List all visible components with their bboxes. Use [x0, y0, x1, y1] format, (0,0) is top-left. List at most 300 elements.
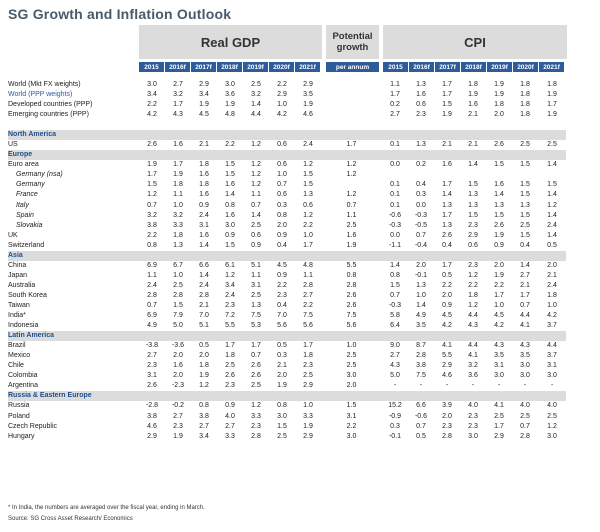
cpi-cell: -0.6	[414, 412, 428, 420]
cpi-cell: 0.2	[390, 101, 400, 109]
gdp-cell: 2.6	[225, 372, 235, 380]
gdp-cell: 1.4	[251, 101, 261, 109]
gdp-cell: 3.4	[225, 281, 235, 289]
cpi-cell: 0.9	[494, 241, 504, 249]
cpi-cell: 2.5	[547, 412, 557, 420]
gdp-cell: 1.5	[225, 171, 235, 179]
cpi-cell: 1.0	[494, 302, 504, 309]
gdp-cell: 0.8	[199, 402, 209, 410]
gdp-cell: 1.7	[303, 342, 313, 350]
row-label: Brazil	[8, 342, 26, 350]
cpi-cell: -0.3	[388, 302, 402, 309]
gdp-cell: 3.2	[147, 211, 157, 219]
cpi-cell: 2.0	[442, 412, 452, 420]
potential-cell: 2.5	[346, 221, 357, 229]
cpi-cell: 2.6	[494, 141, 504, 149]
gdp-cell: 1.5	[303, 171, 313, 179]
potential-header-line1: Potential	[332, 31, 373, 42]
row-label: Euro area	[8, 161, 39, 169]
gdp-cell: 6.6	[199, 261, 209, 269]
cpi-cell: 3.5	[494, 352, 504, 360]
potential-cell: 0.8	[346, 271, 357, 279]
gdp-cell: 1.2	[147, 191, 157, 199]
gdp-cell: 2.5	[251, 291, 261, 299]
gdp-cell: 0.9	[225, 231, 235, 239]
cpi-cell: 4.2	[494, 322, 504, 330]
potential-cell: 2.6	[346, 291, 357, 299]
cpi-cell: 2.6	[442, 231, 452, 239]
gdp-cell: 1.0	[173, 271, 183, 279]
spacer-cell	[8, 120, 566, 130]
gdp-cell: 1.9	[303, 101, 313, 109]
cpi-cell: 3.7	[547, 352, 557, 360]
cpi-cell: 1.3	[416, 141, 426, 149]
potential-cell: 0.7	[346, 201, 357, 209]
cpi-cell: 1.8	[520, 91, 530, 99]
gdp-cell: -0.2	[171, 402, 185, 410]
gdp-cell: 2.1	[199, 302, 209, 309]
cpi-cell: 3.0	[494, 372, 504, 380]
cpi-cell: 1.9	[547, 111, 557, 119]
gdp-cell: 1.7	[173, 161, 183, 169]
cpi-cell: 2.5	[547, 141, 557, 149]
gdp-cell: 2.7	[303, 291, 313, 299]
table-row	[8, 301, 566, 311]
cpi-cell: 1.5	[468, 181, 478, 189]
row-label: Australia	[8, 281, 36, 289]
gdp-cell: 4.6	[147, 422, 157, 430]
gdp-cell: 1.3	[303, 191, 313, 199]
group-label: Russia & Eastern Europe	[8, 391, 566, 401]
gdp-cell: 0.6	[303, 201, 313, 209]
cpi-cell: 4.4	[520, 312, 530, 320]
cpi-cell: 3.5	[416, 322, 426, 330]
cpi-cell: 2.8	[520, 432, 530, 440]
row-label: Germany (nsa)	[16, 171, 63, 179]
gdp-cell: 1.2	[303, 161, 313, 169]
gdp-cell: 2.6	[251, 362, 261, 370]
gdp-cell: 2.5	[303, 372, 313, 380]
gdp-cell: 0.9	[277, 271, 287, 279]
gdp-cell: 1.0	[303, 231, 313, 239]
cpi-cell	[434, 170, 460, 180]
gdp-cell: 3.1	[147, 372, 157, 380]
cpi-cell: 1.5	[520, 181, 530, 189]
cpi-cell: 1.3	[442, 201, 452, 209]
gdp-cell: 3.4	[199, 432, 209, 440]
gdp-cell: 2.0	[277, 372, 287, 380]
gdp-cell: 2.6	[147, 141, 157, 149]
potential-cell: 5.6	[346, 322, 357, 330]
potential-cell: 1.5	[346, 402, 357, 410]
row-label: Japan	[8, 271, 28, 279]
gdp-cell: 2.4	[199, 281, 209, 289]
table-row	[8, 401, 566, 411]
gdp-cell: 3.0	[147, 81, 157, 89]
cpi-cell: 3.0	[520, 372, 530, 380]
gdp-cell: 5.0	[173, 322, 183, 330]
gdp-cell: 1.7	[225, 342, 235, 350]
potential-cell: 2.0	[346, 382, 357, 390]
gdp-cell: 3.2	[173, 91, 183, 99]
gdp-cell: 0.8	[277, 211, 287, 219]
gdp-cell: 1.9	[199, 101, 209, 109]
cpi-cell: 2.9	[468, 231, 478, 239]
cpi-cell: 4.6	[442, 372, 452, 380]
gdp-cell: 2.5	[251, 382, 261, 390]
cpi-cell: 1.2	[547, 201, 557, 209]
gdp-cell: 2.2	[303, 221, 313, 229]
group-header-row	[8, 150, 566, 160]
gdp-cell: 2.9	[303, 382, 313, 390]
gdp-cell: 3.3	[225, 432, 235, 440]
cpi-cell: 0.1	[390, 141, 400, 149]
cpi-cell: 6.6	[416, 402, 426, 410]
gdp-cell: -2.8	[145, 402, 159, 410]
gdp-cell: 2.7	[147, 352, 157, 360]
gdp-cell: 1.0	[277, 101, 287, 109]
cpi-cell: 0.7	[390, 291, 400, 299]
table-row	[8, 371, 566, 381]
cpi-cell: 2.2	[468, 281, 478, 289]
cpi-cell: 3.5	[520, 352, 530, 360]
cpi-cell: 1.7	[494, 422, 504, 430]
gdp-cell: 1.1	[147, 271, 157, 279]
cpi-cell: 1.5	[547, 181, 557, 189]
row-label: World (PPP weights)	[8, 91, 73, 99]
cpi-cell: 0.1	[390, 181, 400, 189]
cpi-cell: 1.3	[442, 221, 452, 229]
gdp-cell: 2.2	[147, 231, 157, 239]
cpi-cell: 4.5	[442, 312, 452, 320]
row-label: Poland	[8, 412, 30, 420]
cpi-cell: 1.4	[468, 161, 478, 169]
gdp-cell: 1.2	[225, 271, 235, 279]
gdp-cell: 6.1	[225, 261, 235, 269]
potential-cell: 1.0	[346, 342, 357, 350]
cpi-cell: 2.6	[494, 221, 504, 229]
gdp-cell: 0.8	[147, 241, 157, 249]
cpi-cell: 1.3	[468, 201, 478, 209]
gdp-cell: 1.8	[225, 352, 235, 360]
cpi-cell: 3.7	[547, 322, 557, 330]
gdp-cell: 0.7	[147, 302, 157, 309]
gdp-cell: 7.9	[173, 312, 183, 320]
gdp-cell: 0.5	[277, 342, 287, 350]
spacer-row	[8, 120, 566, 130]
gdp-cell: 1.3	[251, 302, 261, 309]
table-row	[8, 241, 566, 251]
gdp-cell: 0.4	[277, 241, 287, 249]
gdp-cell: 2.8	[251, 432, 261, 440]
potential-cell: 2.5	[346, 362, 357, 370]
gdp-cell: 1.2	[251, 141, 261, 149]
gdp-cell: 6.9	[147, 261, 157, 269]
gdp-cell: 7.5	[251, 312, 261, 320]
gdp-cell: 2.8	[199, 291, 209, 299]
table-row	[8, 231, 566, 241]
cpi-cell: 2.1	[520, 281, 530, 289]
gdp-cell: 3.8	[199, 412, 209, 420]
gdp-cell: 2.0	[277, 221, 287, 229]
cpi-cell: 2.9	[442, 362, 452, 370]
row-label: Russia	[8, 402, 30, 410]
cpi-cell: 1.3	[416, 281, 426, 289]
outlook-table	[8, 80, 566, 442]
gdp-year-1: 2016f	[165, 62, 190, 72]
gdp-cell: 2.8	[303, 281, 313, 289]
cpi-cell: 0.9	[442, 302, 452, 309]
cpi-cell: 0.0	[416, 201, 426, 209]
cpi-cell: 1.9	[494, 231, 504, 239]
page-title: SG Growth and Inflation Outlook	[8, 6, 232, 22]
row-label: Czech Republic	[8, 422, 58, 430]
group-label: Europe	[8, 150, 566, 160]
gdp-cell: -3.8	[145, 342, 159, 350]
gdp-cell: 1.5	[277, 422, 287, 430]
cpi-cell: 0.3	[390, 422, 400, 430]
cpi-cell: -0.6	[388, 211, 402, 219]
row-label: Slovakia	[16, 221, 43, 229]
gdp-cell: 3.4	[147, 91, 157, 99]
gdp-cell: 2.7	[199, 422, 209, 430]
cpi-cell: 4.3	[494, 342, 504, 350]
gdp-cell: 1.4	[251, 211, 261, 219]
gdp-cell: 0.6	[251, 231, 261, 239]
cpi-cell: 1.5	[390, 281, 400, 289]
gdp-year-3: 2018f	[217, 62, 242, 72]
cpi-cell: 1.1	[390, 81, 400, 89]
row-label: Switzerland	[8, 241, 45, 249]
cpi-cell: 2.4	[547, 281, 557, 289]
gdp-cell: 2.5	[251, 81, 261, 89]
potential-cell: 7.5	[346, 312, 357, 320]
row-label: Hungary	[8, 432, 35, 440]
gdp-cell: 1.6	[199, 191, 209, 199]
gdp-cell: 1.7	[147, 171, 157, 179]
cpi-cell: 0.7	[520, 302, 530, 309]
gdp-cell: 3.2	[251, 91, 261, 99]
cpi-cell: 1.8	[468, 81, 478, 89]
cpi-cell: 2.7	[520, 271, 530, 279]
cpi-cell	[512, 170, 538, 180]
cpi-cell: 0.6	[416, 101, 426, 109]
potential-cell: 1.7	[346, 141, 357, 149]
gdp-cell: 2.4	[199, 211, 209, 219]
row-label: Germany	[16, 181, 45, 189]
table-row	[8, 281, 566, 291]
gdp-cell: 4.9	[147, 322, 157, 330]
gdp-cell: 0.3	[277, 201, 287, 209]
gdp-cell: 2.0	[173, 352, 183, 360]
cpi-cell: 1.4	[547, 161, 557, 169]
table-row	[8, 201, 566, 211]
gdp-cell: 4.6	[303, 111, 313, 119]
footnote: * In India, the numbers are averaged over the fiscal year, ending in March.	[8, 505, 205, 511]
cpi-cell: -0.3	[414, 211, 428, 219]
cpi-cell: 2.5	[520, 141, 530, 149]
cpi-cell: 15.2	[388, 402, 402, 410]
cpi-cell: 1.4	[494, 191, 504, 199]
gdp-cell: 1.4	[199, 271, 209, 279]
gdp-cell: 0.6	[277, 191, 287, 199]
table-row	[8, 190, 566, 200]
cpi-cell: -0.1	[414, 271, 428, 279]
table-row	[8, 361, 566, 371]
cpi-cell: 0.4	[416, 181, 426, 189]
table-row	[8, 110, 566, 120]
cpi-year-5: 2020f	[513, 62, 538, 72]
potential-cell	[325, 180, 378, 190]
cpi-cell: 1.7	[442, 211, 452, 219]
source-note: Source: SG Cross Asset Research/ Economics	[8, 516, 133, 522]
cpi-cell: 4.2	[442, 322, 452, 330]
gdp-cell: -2.3	[171, 382, 185, 390]
potential-cell: 3.0	[346, 372, 357, 380]
cpi-cell: 4.4	[468, 312, 478, 320]
gdp-cell: 5.6	[303, 322, 313, 330]
potential-cell: 2.2	[346, 422, 357, 430]
potential-cell	[325, 80, 378, 90]
cpi-cell: 2.4	[547, 221, 557, 229]
cpi-cell: 0.3	[416, 191, 426, 199]
cpi-cell: 3.9	[442, 402, 452, 410]
cpi-cell: 7.5	[416, 372, 426, 380]
gdp-cell: 2.9	[277, 91, 287, 99]
cpi-cell: 1.7	[547, 101, 557, 109]
gdp-cell: 0.8	[277, 402, 287, 410]
cpi-cell: 0.1	[390, 191, 400, 199]
gdp-cell: 2.4	[225, 291, 235, 299]
cpi-cell: 2.0	[416, 261, 426, 269]
cpi-cell: 3.0	[468, 432, 478, 440]
cpi-cell: 4.1	[442, 342, 452, 350]
gdp-cell: 1.2	[251, 161, 261, 169]
cpi-cell: 1.3	[468, 191, 478, 199]
cpi-cell: 1.4	[520, 261, 530, 269]
table-row	[8, 291, 566, 301]
potential-cell: 1.9	[346, 241, 357, 249]
gdp-cell: 4.4	[251, 111, 261, 119]
gdp-cell: 3.0	[225, 81, 235, 89]
cpi-cell: 1.5	[494, 211, 504, 219]
cpi-cell: 1.6	[468, 101, 478, 109]
gdp-cell: 2.3	[147, 362, 157, 370]
gdp-cell: 0.9	[251, 241, 261, 249]
cpi-cell: 0.0	[390, 161, 400, 169]
gdp-cell: 0.5	[199, 342, 209, 350]
row-label: Taiwan	[8, 302, 30, 309]
gdp-cell: 2.9	[303, 81, 313, 89]
cpi-cell: 0.7	[520, 422, 530, 430]
gdp-cell: 0.9	[277, 231, 287, 239]
gdp-cell: 1.2	[251, 171, 261, 179]
gdp-cell: 2.7	[173, 81, 183, 89]
gdp-cell: 0.7	[251, 201, 261, 209]
gdp-cell: 1.2	[251, 402, 261, 410]
row-label: Spain	[16, 211, 34, 219]
gdp-cell: 0.6	[277, 141, 287, 149]
cpi-cell: 1.4	[390, 261, 400, 269]
cpi-cell: 4.1	[494, 402, 504, 410]
potential-cell	[325, 110, 378, 120]
gdp-cell: 1.6	[225, 211, 235, 219]
potential-cell: 2.6	[346, 302, 357, 309]
gdp-cell: 0.6	[277, 161, 287, 169]
gdp-cell: 2.8	[173, 291, 183, 299]
gdp-cell: 3.0	[225, 221, 235, 229]
cpi-cell: 2.3	[468, 261, 478, 269]
cpi-cell: 2.5	[520, 221, 530, 229]
gdp-cell: 3.2	[173, 211, 183, 219]
gdp-cell: 7.5	[303, 312, 313, 320]
cpi-cell: 4.4	[468, 342, 478, 350]
cpi-cell: 0.1	[390, 201, 400, 209]
gdp-cell: 1.9	[199, 372, 209, 380]
table-row	[8, 80, 566, 90]
row-label: Colombia	[8, 372, 38, 380]
cpi-cell: 5.5	[442, 352, 452, 360]
gdp-cell: 1.7	[173, 101, 183, 109]
cpi-cell: 2.1	[468, 141, 478, 149]
cpi-year-4: 2019f	[487, 62, 512, 72]
gdp-cell: 2.9	[147, 432, 157, 440]
cpi-cell: 3.2	[468, 362, 478, 370]
row-label: Argentina	[8, 382, 38, 390]
cpi-cell: 1.7	[494, 291, 504, 299]
gdp-cell: 1.6	[199, 231, 209, 239]
gdp-cell: 2.4	[147, 281, 157, 289]
cpi-cell: 1.4	[416, 302, 426, 309]
cpi-cell: 1.0	[547, 302, 557, 309]
gdp-cell: 1.8	[199, 181, 209, 189]
cpi-cell: 1.6	[416, 91, 426, 99]
cpi-cell: 0.4	[520, 241, 530, 249]
gdp-cell: 0.7	[251, 352, 261, 360]
gdp-cell: 2.2	[303, 302, 313, 309]
cpi-cell: 3.0	[520, 362, 530, 370]
potential-growth-header	[326, 25, 379, 59]
gdp-cell: 1.1	[303, 271, 313, 279]
cpi-cell: 1.3	[416, 81, 426, 89]
cpi-cell: 1.5	[468, 211, 478, 219]
cpi-cell: 1.8	[520, 101, 530, 109]
group-header-row	[8, 331, 566, 341]
cpi-cell: 1.8	[520, 81, 530, 89]
group-header-row	[8, 391, 566, 401]
gdp-cell: 1.0	[277, 171, 287, 179]
potential-cell: 2.8	[346, 281, 357, 289]
cpi-cell: 2.1	[468, 111, 478, 119]
group-label: Latin America	[8, 331, 566, 341]
cpi-cell: 4.5	[494, 312, 504, 320]
cpi-cell: 0.7	[416, 231, 426, 239]
cpi-cell: 4.2	[547, 312, 557, 320]
gdp-cell: 1.9	[173, 171, 183, 179]
cpi-cell: 0.7	[416, 422, 426, 430]
gdp-cell: 6.7	[173, 261, 183, 269]
gdp-cell: 1.6	[225, 181, 235, 189]
gdp-cell: 2.4	[303, 141, 313, 149]
cpi-cell: 1.8	[468, 291, 478, 299]
cpi-cell: -	[419, 382, 423, 390]
gdp-cell: 2.2	[147, 101, 157, 109]
cpi-cell: -	[550, 382, 554, 390]
gdp-cell: 1.3	[173, 241, 183, 249]
cpi-cell: 6.4	[390, 322, 400, 330]
gdp-cell: 2.6	[147, 382, 157, 390]
potential-cell	[325, 90, 378, 100]
